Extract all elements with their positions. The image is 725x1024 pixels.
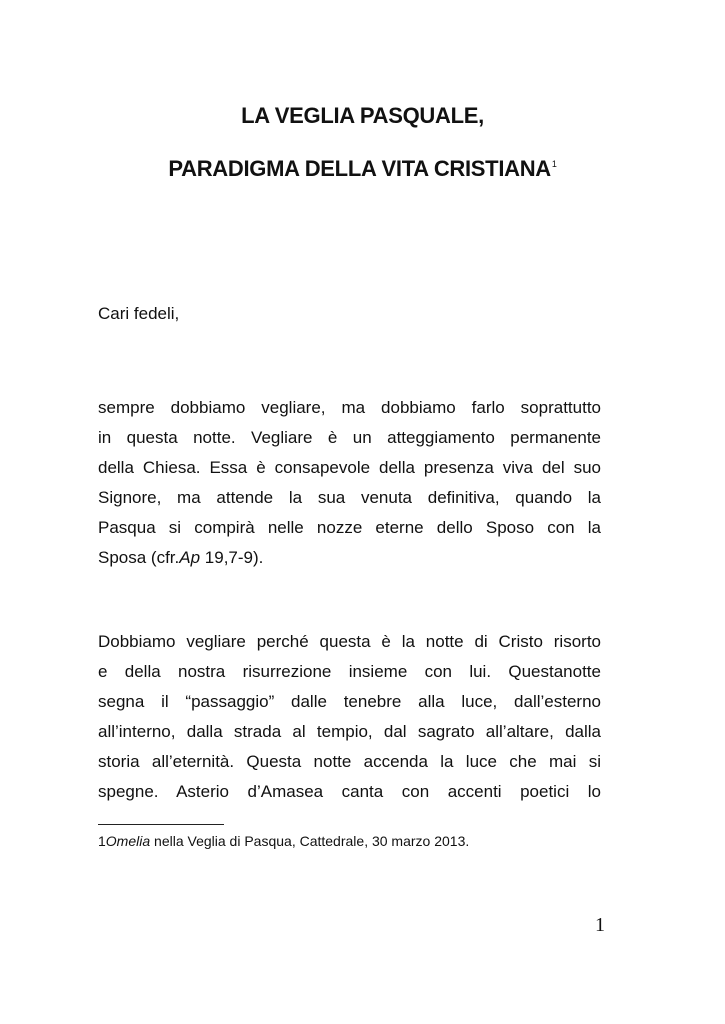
paragraph-line: sempre dobbiamo vegliare, ma dobbiamo farlo soprattutto (98, 398, 601, 417)
footnote-separator (98, 824, 224, 825)
citation-prefix: Sposa (cfr. (98, 548, 180, 567)
title-line-2 (0, 156, 725, 182)
paragraph-line: Pasqua si compirà nelle nozze eterne dello Sposo con la (98, 518, 601, 537)
paragraph-line: e della nostra risurrezione insieme con lui. Questanotte (98, 662, 601, 681)
paragraph-line: all’interno, dalla strada al tempio, dal sagrato all’altare, dalla (98, 722, 601, 741)
footnote-number: 1 (98, 833, 106, 849)
paragraph-line: Dobbiamo vegliare perché questa è la notte di Cristo risorto (98, 632, 601, 651)
paragraph-line: Signore, ma attende la sua venuta definitiva, quando la (98, 488, 601, 507)
paragraph-line: spegne. Asterio d’Amasea canta con accenti poetici lo (98, 782, 601, 801)
paragraph-line: storia all’eternità. Questa notte accenda la luce che mai si (98, 752, 601, 771)
title-footnote-reference: 1 (551, 159, 557, 169)
paragraph-2 (98, 627, 601, 807)
footnote (98, 833, 469, 849)
paragraph-line: della Chiesa. Essa è consapevole della presenza viva del suo (98, 458, 601, 477)
paragraph-line: segna il “passaggio” dalle tenebre alla luce, dall’esterno (98, 692, 601, 711)
title-line-2-text: PARADIGMA DELLA VITA CRISTIANA (168, 156, 551, 181)
citation-book: Ap (179, 548, 201, 567)
title-line-1: LA VEGLIA PASQUALE, (241, 103, 484, 128)
paragraph-line: in questa notte. Vegliare è un atteggiamento permanente (98, 428, 601, 447)
footnote-text: nella Veglia di Pasqua, Cattedrale, 30 marzo 2013. (150, 833, 470, 849)
greeting: Cari fedeli, (98, 304, 180, 323)
paragraph-1 (98, 393, 601, 573)
page-number: 1 (595, 914, 605, 936)
paragraph-line-last (98, 543, 601, 573)
footnote-italic: Omelia (105, 833, 151, 849)
citation-reference: 19,7-9). (200, 548, 264, 567)
